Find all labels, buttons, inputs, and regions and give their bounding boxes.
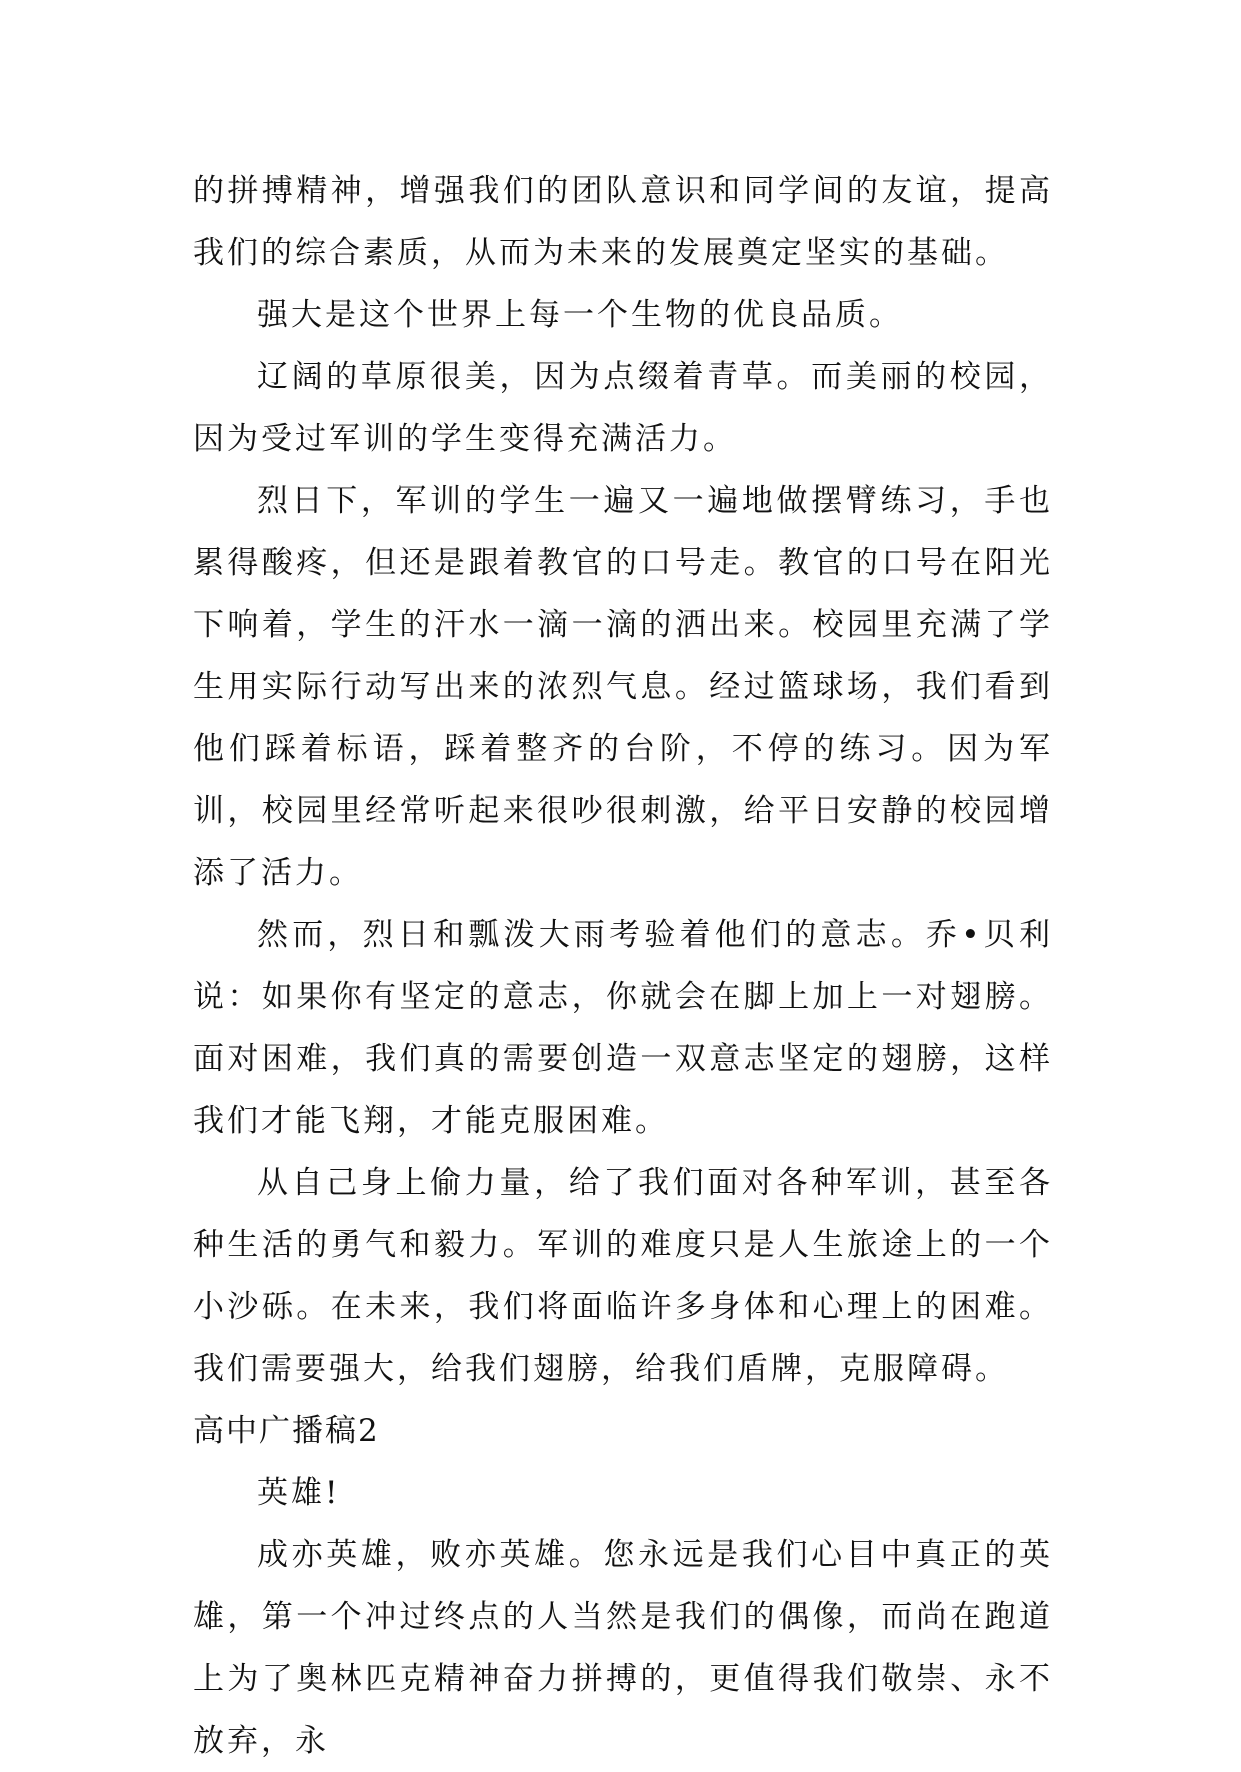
paragraph-grassland: 辽阔的草原很美，因为点缀着青草。而美丽的校园，因为受过军训的学生变得充满活力。 bbox=[193, 359, 1053, 457]
paragraph-strength: 强大是这个世界上每一个生物的优良品质。 bbox=[257, 297, 903, 333]
paragraph-continuation: 的拼搏精神，增强我们的团队意识和同学间的友谊，提高我们的综合素质，从而为未来的发展奠定坚实的基础。 bbox=[193, 173, 1053, 271]
section-heading: 高中广播稿2 bbox=[193, 1413, 380, 1449]
paragraph-olympic: 成亦英雄，败亦英雄。您永远是我们心目中真正的英雄，第一个冲过终点的人当然是我们的偶像，而尚在跑道上为了奥林匹克精神奋力拼搏的，更值得我们敬崇、永不放弃，永 bbox=[193, 1537, 1053, 1759]
paragraph-willpower: 然而，烈日和瓢泼大雨考验着他们的意志。乔•贝利说：如果你有坚定的意志，你就会在脚上加上一对翅膀。面对困难，我们真的需要创造一双意志坚定的翅膀，这样我们才能飞翔，才能克服困难。 bbox=[193, 917, 1053, 1139]
document-body bbox=[193, 160, 1053, 1772]
paragraph-courage: 从自己身上偷力量，给了我们面对各种军训，甚至各种生活的勇气和毅力。军训的难度只是人生旅途上的一个小沙砾。在未来，我们将面临许多身体和心理上的困难。我们需要强大，给我们翅膀，给我们盾牌，克服障碍。 bbox=[193, 1165, 1053, 1387]
paragraph-hero: 英雄! bbox=[257, 1475, 341, 1511]
paragraph-military-training: 烈日下，军训的学生一遍又一遍地做摆臂练习，手也累得酸疼，但还是跟着教官的口号走。教官的口号在阳光下响着，学生的汗水一滴一滴的洒出来。校园里充满了学生用实际行动写出来的浓烈气息。经过篮球场，我们看到他们踩着标语，踩着整齐的台阶，不停的练习。因为军训，校园里经常听起来很吵很刺激，给平日安静的校园增添了活力。 bbox=[193, 483, 1053, 891]
